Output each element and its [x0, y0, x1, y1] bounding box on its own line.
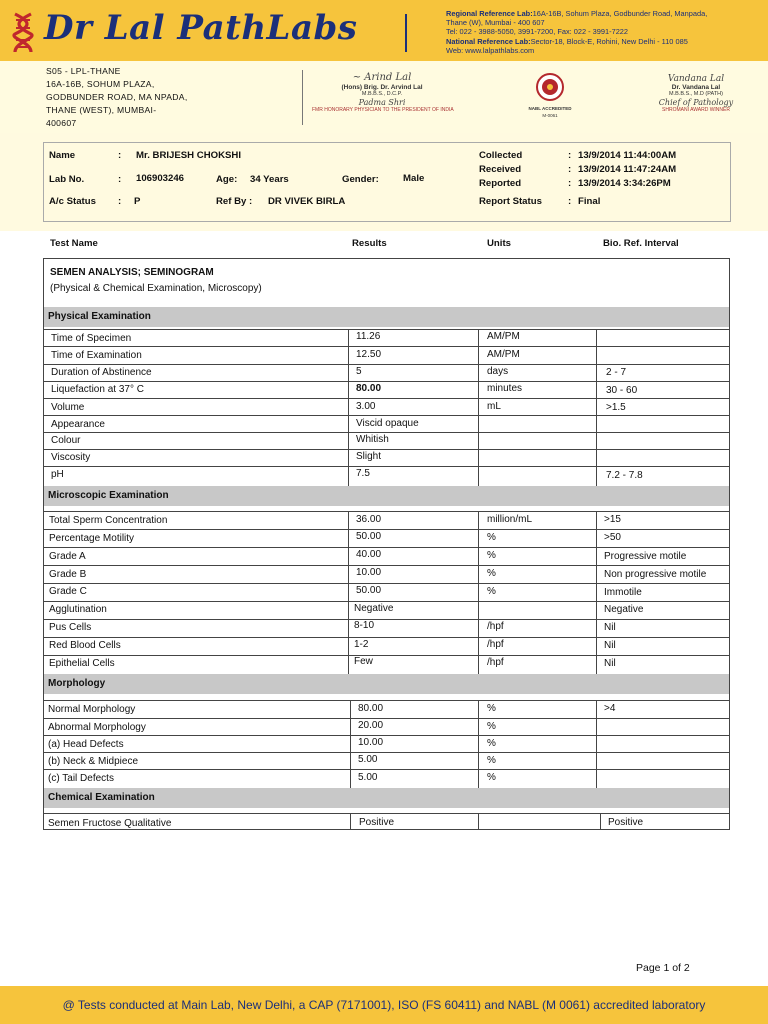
test-name: (a) Head Defects [48, 739, 124, 750]
col-line [348, 329, 349, 486]
ac-status-label: A/c Status [49, 196, 96, 207]
signature-scrawl: Vandana Lal [667, 74, 725, 84]
col-line [478, 700, 479, 788]
doctor2-note: SHROMANI AWARD WINNER [662, 107, 730, 113]
ref-interval: Nil [604, 622, 616, 633]
test-name: Red Blood Cells [49, 640, 121, 651]
row-line [44, 619, 730, 620]
result-value: 11.26 [356, 331, 381, 342]
col-line [596, 329, 597, 486]
unit: % [487, 755, 496, 766]
col-line [478, 511, 479, 674]
doctor2-degree: M.B.B.S., M.D (PATH) [669, 91, 723, 97]
result-value: 10.00 [358, 737, 384, 748]
lab-contact-info [446, 9, 707, 55]
row-line [44, 813, 730, 814]
result-value: 50.00 [356, 531, 382, 542]
patient-gender: Male [403, 173, 425, 184]
test-name: (b) Neck & Midpiece [48, 756, 139, 767]
unit: % [487, 703, 496, 714]
unit: AM/PM [487, 349, 520, 360]
test-name: Normal Morphology [48, 704, 136, 715]
result-value: 8-10 [354, 620, 375, 631]
ref-interval: 2 - 7 [606, 367, 627, 378]
row-line [44, 466, 730, 467]
col-line [596, 700, 597, 788]
nabl-code: M-0061 [542, 113, 558, 118]
signature-vandana-lal [646, 74, 746, 114]
col-line [350, 813, 351, 830]
row-line [44, 329, 730, 330]
lab-number: 106903246 [136, 173, 185, 184]
regional-label: Regional Reference Lab: [446, 9, 533, 18]
section-chemical: Chemical Examination [44, 788, 729, 808]
unit: minutes [487, 383, 523, 394]
col-test-name: Test Name [50, 238, 98, 249]
section-microscopic: Microscopic Examination [44, 486, 729, 506]
divider [302, 70, 303, 125]
row-line [44, 700, 730, 701]
colon: : [568, 150, 572, 161]
colon: : [568, 164, 572, 175]
ref-interval: >15 [604, 514, 621, 525]
test-name: Grade A [49, 551, 86, 562]
signature-scrawl: ~ Arind Lal [352, 72, 412, 83]
test-name: Volume [51, 402, 85, 413]
row-line [44, 449, 730, 450]
patient-name: Mr. BRIJESH CHOKSHI [136, 150, 242, 161]
row-line [44, 637, 730, 638]
result-value: 7.5 [356, 468, 370, 479]
labno-label: Lab No. [49, 174, 85, 185]
ac-status: P [134, 196, 141, 207]
doctor1-degree: M.B.B.S., D.C.P. [361, 91, 403, 97]
regional-address-2: Thane (W), Mumbai - 400 607 [446, 18, 545, 28]
row-line [44, 718, 730, 719]
row-line [44, 346, 730, 347]
test-name: Percentage Motility [49, 533, 135, 544]
unit: % [487, 550, 496, 561]
row-line [44, 364, 730, 365]
test-name: Liquefaction at 37° C [51, 384, 144, 395]
doctor1-name: (Hons) Brig. Dr. Arvind Lal [341, 84, 423, 91]
test-name: Viscosity [51, 452, 91, 463]
result-value: Whitish [356, 434, 389, 445]
ref-interval: Progressive motile [604, 551, 687, 562]
unit: mL [487, 401, 501, 412]
dna-logo-icon [10, 12, 36, 54]
brand-logo: Dr Lal PathLabs [44, 8, 358, 48]
report-status-label: Report Status [479, 196, 542, 207]
result-value: 80.00 [358, 703, 384, 714]
test-name: Time of Specimen [51, 333, 132, 344]
patient-age: 34 Years [250, 174, 289, 185]
nabl-badge [520, 72, 580, 119]
report-subtitle: (Physical & Chemical Examination, Microscopy) [50, 283, 262, 294]
nabl-seal-icon [535, 72, 565, 102]
centre-line: S05 - LPL-THANE [46, 66, 121, 76]
col-line [348, 511, 349, 674]
unit: /hpf [487, 657, 504, 668]
result-value: 5.00 [358, 754, 378, 765]
col-units: Units [487, 238, 511, 249]
unit: /hpf [487, 621, 504, 632]
result-value: 36.00 [356, 514, 382, 525]
section-physical: Physical Examination [44, 307, 729, 327]
unit: AM/PM [487, 331, 520, 342]
ref-interval: >1.5 [606, 402, 626, 413]
result-value: Few [354, 656, 373, 667]
row-line [44, 735, 730, 736]
row-line [44, 415, 730, 416]
name-label: Name [49, 150, 76, 161]
collected-time: 13/9/2014 11:44:00AM [578, 150, 677, 161]
col-line [478, 329, 479, 486]
result-value: 12.50 [356, 349, 382, 360]
age-label: Age: [216, 174, 238, 185]
test-name: Pus Cells [49, 622, 92, 633]
result-value: 3.00 [356, 401, 376, 412]
test-name: Semen Fructose Qualitative [48, 818, 172, 829]
test-name: Duration of Abstinence [51, 367, 152, 378]
result-value: Viscid opaque [356, 418, 419, 429]
test-name: Grade B [49, 569, 87, 580]
ref-interval: Immotile [604, 587, 642, 598]
received-label: Received [479, 164, 522, 175]
colon: : [118, 150, 122, 161]
result-value: 50.00 [356, 585, 382, 596]
colon: : [118, 174, 122, 185]
ref-interval: Non progressive motile [604, 569, 707, 580]
ref-interval: Nil [604, 640, 616, 651]
unit: % [487, 738, 496, 749]
test-name: Time of Examination [51, 350, 142, 361]
unit: % [487, 721, 496, 732]
signature-arvind-lal [312, 72, 452, 114]
centre-line: GODBUNDER ROAD, MA NPADA, [46, 92, 188, 102]
col-results: Results [352, 238, 387, 249]
result-value: 10.00 [356, 567, 382, 578]
regional-address: 16A-16B, Sohum Plaza, Godbunder Road, Manpada, [532, 9, 708, 18]
page-number: Page 1 of 2 [636, 962, 690, 974]
colon: : [568, 178, 572, 189]
nabl-label: NABL ACCREDITED [528, 106, 572, 111]
received-time: 13/9/2014 11:47:24AM [578, 164, 677, 175]
header-divider [405, 14, 407, 52]
collected-label: Collected [479, 150, 523, 161]
gender-label: Gender: [342, 174, 379, 185]
result-value: Positive [359, 817, 395, 828]
test-name: (c) Tail Defects [48, 773, 114, 784]
referring-doctor: DR VIVEK BIRLA [268, 196, 346, 207]
result-value: Slight [356, 451, 382, 462]
row-line [44, 583, 730, 584]
result-value: 1-2 [354, 639, 369, 650]
test-name: Epithelial Cells [49, 658, 115, 669]
reported-label: Reported [479, 178, 522, 189]
test-name: Grade C [49, 586, 87, 597]
ref-interval: >50 [604, 532, 621, 543]
national-label: National Reference Lab: [446, 36, 531, 46]
ref-interval: Nil [604, 658, 616, 669]
colon: : [118, 196, 122, 207]
ref-interval: 30 - 60 [606, 385, 638, 396]
ref-interval: Positive [608, 817, 644, 828]
test-name: Colour [51, 435, 81, 446]
result-value: 80.00 [356, 383, 382, 394]
col-line [350, 700, 351, 788]
ref-interval: Negative [604, 604, 644, 615]
row-line [44, 381, 730, 382]
unit: % [487, 532, 496, 543]
result-value: 5.00 [358, 772, 378, 783]
doctor2-name: Dr. Vandana Lal [671, 84, 721, 91]
test-name: pH [51, 469, 64, 480]
unit: days [487, 366, 509, 377]
row-line [44, 769, 730, 770]
centre-line: THANE (WEST), MUMBAI- [46, 105, 157, 115]
test-name: Appearance [51, 419, 105, 430]
centre-line: 16A-16B, SOHUM PLAZA, [46, 79, 155, 89]
test-name: Agglutination [49, 604, 107, 615]
row-line [44, 398, 730, 399]
report-status: Final [578, 196, 601, 207]
reported-time: 13/9/2014 3:34:26PM [578, 178, 671, 189]
row-line [44, 511, 730, 512]
row-line [44, 432, 730, 433]
col-bio-ref: Bio. Ref. Interval [603, 238, 679, 249]
result-value: 40.00 [356, 549, 382, 560]
row-line [44, 655, 730, 656]
col-line [478, 813, 479, 830]
ref-interval: 7.2 - 7.8 [606, 470, 643, 481]
row-line [44, 565, 730, 566]
colon: : [568, 196, 572, 207]
result-value: 5 [356, 366, 362, 377]
ref-label: Ref By : [216, 196, 253, 207]
accreditation-footer: @ Tests conducted at Main Lab, New Delhi, a CAP (7171001), ISO (FS 60411) and NABL (M 0061) accredited laboratory [0, 986, 768, 1024]
header-band [0, 0, 768, 61]
row-line [44, 752, 730, 753]
ref-interval: >4 [604, 703, 616, 714]
row-line [44, 529, 730, 530]
row-line [44, 601, 730, 602]
test-name: Abnormal Morphology [48, 722, 146, 733]
doctor1-note: FMR HONORARY PHYSICIAN TO THE PRESIDENT OF INDIA [312, 107, 454, 113]
result-value: Negative [354, 603, 394, 614]
unit: % [487, 586, 496, 597]
centre-line: 400607 [46, 118, 77, 128]
results-table [43, 258, 730, 830]
doctor1-honour: Padma Shri [358, 98, 406, 107]
col-line [600, 813, 601, 830]
lab-tel: Tel: 022 - 3988-5050, 3991-7200, Fax: 022 - 3991-7222 [446, 27, 629, 37]
unit: % [487, 772, 496, 783]
national-address: Sector-18, Block-E, Rohini, New Delhi - 110 085 [530, 36, 688, 46]
lab-web: Web: www.lalpathlabs.com [446, 45, 535, 55]
report-title: SEMEN ANALYSIS; SEMINOGRAM [50, 267, 214, 278]
section-morphology: Morphology [44, 674, 729, 694]
unit: /hpf [487, 639, 504, 650]
centre-address [46, 65, 188, 130]
unit: % [487, 568, 496, 579]
test-name: Total Sperm Concentration [49, 515, 168, 526]
col-line [596, 511, 597, 674]
unit: million/mL [487, 514, 533, 525]
result-value: 20.00 [358, 720, 384, 731]
doctor2-role: Chief of Pathology [658, 98, 734, 107]
row-line [44, 547, 730, 548]
